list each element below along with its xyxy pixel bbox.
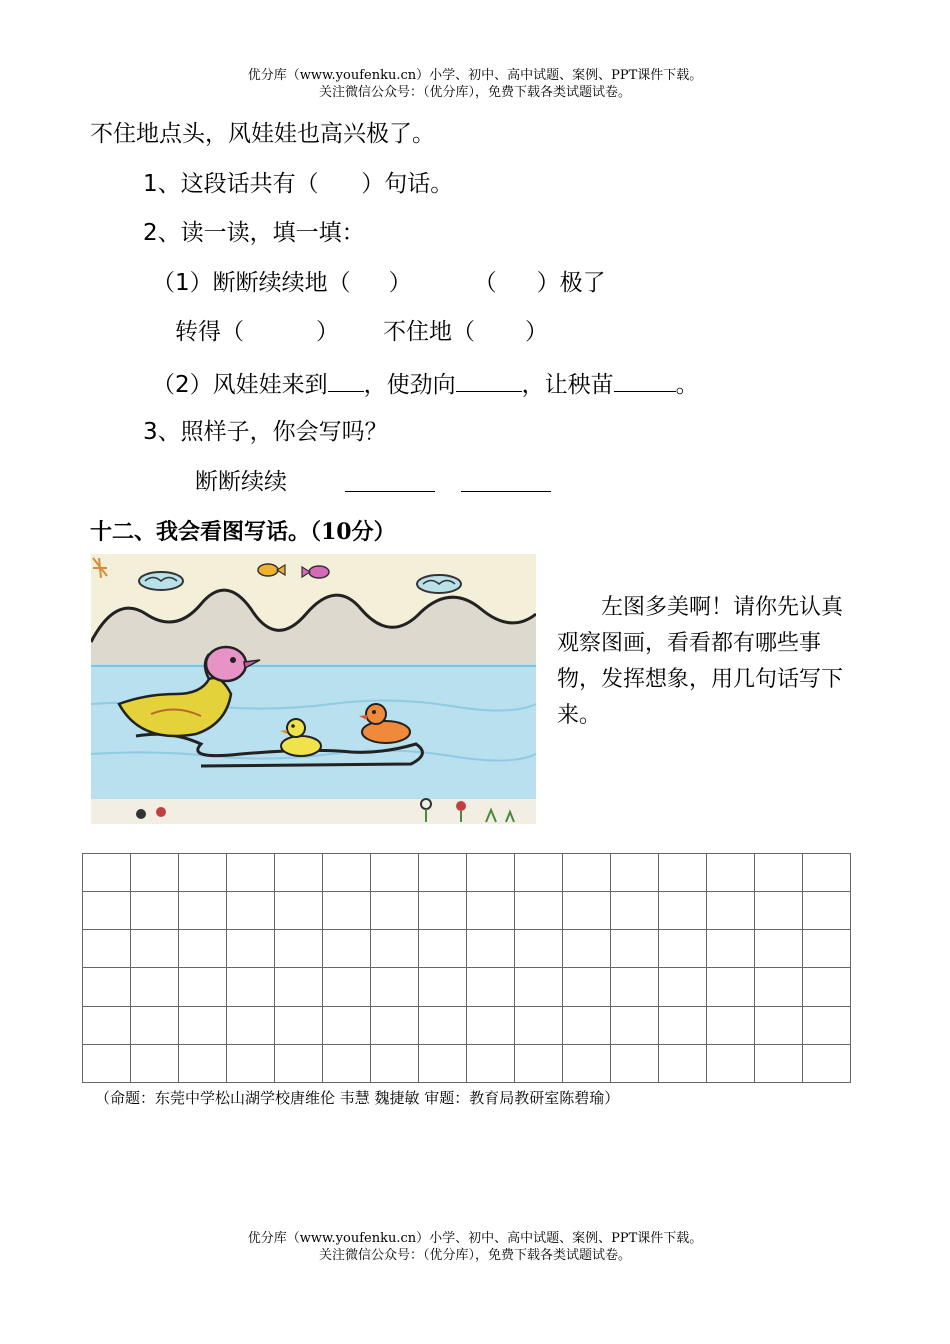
grid-cell[interactable] bbox=[803, 854, 851, 892]
grid-cell[interactable] bbox=[563, 892, 611, 930]
grid-cell[interactable] bbox=[515, 1006, 563, 1044]
grid-cell[interactable] bbox=[179, 854, 227, 892]
q2-1a-open: （ bbox=[473, 270, 497, 296]
grid-cell[interactable] bbox=[707, 854, 755, 892]
header-line-2: 关注微信公众号：（优分库），免费下载各类试题试卷。 bbox=[318, 85, 631, 100]
grid-cell[interactable] bbox=[419, 1044, 467, 1082]
page-footer bbox=[0, 1230, 950, 1264]
grid-cell[interactable] bbox=[515, 1044, 563, 1082]
grid-cell[interactable] bbox=[323, 968, 371, 1006]
grid-cell[interactable] bbox=[611, 1044, 659, 1082]
grid-cell[interactable] bbox=[419, 1006, 467, 1044]
grid-cell[interactable] bbox=[563, 854, 611, 892]
grid-cell[interactable] bbox=[131, 892, 179, 930]
grid-cell[interactable] bbox=[227, 930, 275, 968]
grid-cell[interactable] bbox=[83, 968, 131, 1006]
grid-cell[interactable] bbox=[659, 1044, 707, 1082]
grid-row bbox=[83, 1006, 851, 1044]
grid-cell[interactable] bbox=[323, 930, 371, 968]
q2-1b-p2: ） bbox=[316, 319, 339, 345]
grid-cell[interactable] bbox=[323, 892, 371, 930]
q3-answer-line-2[interactable] bbox=[461, 491, 551, 492]
credit-line: （命题：东莞中学松山湖学校唐维伦 韦慧 魏捷敏 审题：教育局教研室陈碧瑜） bbox=[95, 1089, 620, 1107]
q2-1a-close: ） bbox=[388, 270, 412, 296]
picture-instruction-text: 左图多美啊！请你先认真观察图画，看看都有哪些事物，发挥想象，用几句话写下来。 bbox=[557, 595, 844, 728]
question-3: 3、照样子，你会写吗？ bbox=[143, 419, 388, 445]
grid-cell[interactable] bbox=[275, 968, 323, 1006]
grid-cell[interactable] bbox=[707, 1044, 755, 1082]
grid-cell[interactable] bbox=[83, 930, 131, 968]
grid-cell[interactable] bbox=[515, 892, 563, 930]
grid-cell[interactable] bbox=[323, 854, 371, 892]
grid-cell[interactable] bbox=[275, 854, 323, 892]
header-line-1: 优分库（www.youfenku.cn）小学、初中、高中试题、案例、PPT课件下载。 bbox=[247, 68, 703, 83]
grid-cell[interactable] bbox=[227, 968, 275, 1006]
grid-cell[interactable] bbox=[803, 892, 851, 930]
grid-cell[interactable] bbox=[467, 930, 515, 968]
grid-cell[interactable] bbox=[371, 854, 419, 892]
grid-cell[interactable] bbox=[275, 892, 323, 930]
grid-cell[interactable] bbox=[755, 1006, 803, 1044]
grid-row bbox=[83, 968, 851, 1006]
q2-2-p3: ，让秧苗 bbox=[521, 372, 614, 398]
duck-drawing bbox=[91, 554, 536, 824]
grid-row bbox=[83, 1044, 851, 1082]
question-1 bbox=[143, 170, 453, 198]
grid-cell[interactable] bbox=[275, 1044, 323, 1082]
grid-cell[interactable] bbox=[83, 1006, 131, 1044]
q2-2-blank-2[interactable] bbox=[456, 369, 522, 392]
grid-cell[interactable] bbox=[371, 1044, 419, 1082]
question-2-1-line-a bbox=[152, 269, 606, 297]
grid-cell[interactable] bbox=[563, 1044, 611, 1082]
grid-cell[interactable] bbox=[467, 1006, 515, 1044]
grid-cell[interactable] bbox=[659, 892, 707, 930]
q2-2-blank-3[interactable] bbox=[614, 369, 676, 392]
grid-cell[interactable] bbox=[179, 1044, 227, 1082]
q2-2-p2: ，使劲向 bbox=[363, 372, 456, 398]
grid-cell[interactable] bbox=[563, 1006, 611, 1044]
grid-cell[interactable] bbox=[707, 968, 755, 1006]
grid-cell[interactable] bbox=[179, 968, 227, 1006]
cloud-icon bbox=[139, 572, 183, 590]
grid-cell[interactable] bbox=[83, 854, 131, 892]
grid-cell[interactable] bbox=[419, 968, 467, 1006]
footer-line-1: 优分库（www.youfenku.cn）小学、初中、高中试题、案例、PPT课件下载。 bbox=[247, 1231, 703, 1246]
grid-cell[interactable] bbox=[227, 1006, 275, 1044]
grid-cell[interactable] bbox=[179, 1006, 227, 1044]
grid-cell[interactable] bbox=[179, 892, 227, 930]
grid-cell[interactable] bbox=[371, 1006, 419, 1044]
grid-cell[interactable] bbox=[707, 1006, 755, 1044]
grid-cell[interactable] bbox=[419, 892, 467, 930]
grid-cell[interactable] bbox=[371, 892, 419, 930]
q1-text-after: ）句话。 bbox=[361, 171, 454, 197]
grid-cell[interactable] bbox=[755, 892, 803, 930]
q2-2-blank-1[interactable] bbox=[328, 369, 364, 392]
grid-cell[interactable] bbox=[227, 892, 275, 930]
writing-grid[interactable] bbox=[82, 853, 851, 1083]
page-header bbox=[0, 67, 950, 101]
section-12-title: 十二、我会看图写话。（10分） bbox=[90, 519, 396, 545]
cloud-icon bbox=[417, 575, 461, 593]
grid-cell[interactable] bbox=[563, 968, 611, 1006]
question-2-2 bbox=[152, 369, 699, 399]
grid-cell[interactable] bbox=[755, 1044, 803, 1082]
grid-cell[interactable] bbox=[131, 1044, 179, 1082]
q2-2-p1: （2）风娃娃来到 bbox=[152, 372, 328, 398]
grid-cell[interactable] bbox=[371, 930, 419, 968]
grid-cell[interactable] bbox=[83, 1044, 131, 1082]
grid-cell[interactable] bbox=[611, 968, 659, 1006]
grid-cell[interactable] bbox=[131, 968, 179, 1006]
q3-example: 断断续续 bbox=[195, 469, 287, 495]
q2-1a-suffix: ）极了 bbox=[536, 270, 606, 296]
grid-cell[interactable] bbox=[563, 930, 611, 968]
grid-cell[interactable] bbox=[323, 1044, 371, 1082]
grid-cell[interactable] bbox=[659, 930, 707, 968]
grid-cell[interactable] bbox=[323, 1006, 371, 1044]
grid-cell[interactable] bbox=[707, 892, 755, 930]
grid-cell[interactable] bbox=[467, 854, 515, 892]
question-2: 2、读一读，填一填： bbox=[143, 220, 365, 246]
grid-cell[interactable] bbox=[803, 930, 851, 968]
grid-cell[interactable] bbox=[611, 1006, 659, 1044]
q2-1b-p1: 转得（ bbox=[175, 319, 244, 345]
q3-answer-line-1[interactable] bbox=[345, 491, 435, 492]
q2-1b-p4: ） bbox=[525, 319, 548, 345]
grid-cell[interactable] bbox=[755, 930, 803, 968]
grid-cell[interactable] bbox=[467, 892, 515, 930]
grid-cell[interactable] bbox=[611, 854, 659, 892]
passage-end: 不住地点头，风娃娃也高兴极了。 bbox=[90, 121, 435, 147]
grid-cell[interactable] bbox=[659, 968, 707, 1006]
grid-row bbox=[83, 854, 851, 892]
grid-cell[interactable] bbox=[659, 1006, 707, 1044]
grid-cell[interactable] bbox=[803, 968, 851, 1006]
grid-row bbox=[83, 892, 851, 930]
q1-text-before: 1、这段话共有（ bbox=[143, 171, 319, 197]
grid-cell[interactable] bbox=[803, 1044, 851, 1082]
grid-cell[interactable] bbox=[515, 930, 563, 968]
grid-row bbox=[83, 930, 851, 968]
grid-cell[interactable] bbox=[467, 968, 515, 1006]
picture-instruction bbox=[557, 590, 847, 734]
grid-cell[interactable] bbox=[227, 854, 275, 892]
grid-cell[interactable] bbox=[275, 1006, 323, 1044]
grid-cell[interactable] bbox=[515, 968, 563, 1006]
grid-cell[interactable] bbox=[131, 854, 179, 892]
grid-cell[interactable] bbox=[611, 892, 659, 930]
grid-cell[interactable] bbox=[227, 1044, 275, 1082]
grid-cell[interactable] bbox=[707, 930, 755, 968]
grid-cell[interactable] bbox=[179, 930, 227, 968]
grid-cell[interactable] bbox=[755, 854, 803, 892]
q2-1a-prefix: （1）断断续续地（ bbox=[152, 270, 351, 296]
grid-cell[interactable] bbox=[371, 968, 419, 1006]
footer-line-2: 关注微信公众号：（优分库），免费下载各类试题试卷。 bbox=[318, 1248, 631, 1263]
grid-cell[interactable] bbox=[131, 930, 179, 968]
question-2-1-line-b bbox=[175, 318, 548, 346]
grid-cell[interactable] bbox=[467, 1044, 515, 1082]
grid-cell[interactable] bbox=[275, 930, 323, 968]
grid-cell[interactable] bbox=[131, 1006, 179, 1044]
grid-cell[interactable] bbox=[659, 854, 707, 892]
grid-cell[interactable] bbox=[419, 930, 467, 968]
grid-cell[interactable] bbox=[755, 968, 803, 1006]
grid-cell[interactable] bbox=[419, 854, 467, 892]
grid-cell[interactable] bbox=[803, 1006, 851, 1044]
grid-cell[interactable] bbox=[611, 930, 659, 968]
q2-1b-p3: 不住地（ bbox=[383, 319, 475, 345]
q2-2-p4: 。 bbox=[675, 372, 699, 398]
grid-cell[interactable] bbox=[83, 892, 131, 930]
grid-cell[interactable] bbox=[515, 854, 563, 892]
